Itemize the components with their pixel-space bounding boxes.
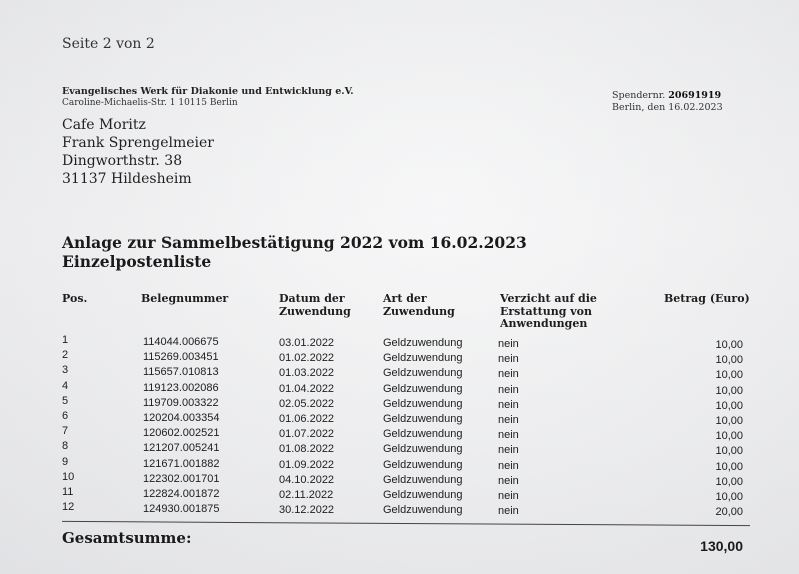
cell-verzicht: nein — [498, 505, 519, 518]
cell-pos: 8 — [62, 440, 69, 453]
cell-datum: 01.08.2022 — [279, 443, 335, 456]
cell-verzicht: nein — [498, 383, 519, 396]
cell-datum: 01.03.2022 — [279, 367, 335, 380]
header-verzicht-line: Erstattung von — [500, 304, 592, 318]
cell-datum: 01.07.2022 — [279, 428, 335, 441]
header-datum-line: Datum der — [279, 292, 345, 305]
donor-number: 20691919 — [668, 90, 722, 101]
table-row — [0, 486, 799, 501]
header-art — [383, 293, 455, 318]
cell-betrag: 10,00 — [715, 399, 743, 412]
table-row — [0, 349, 799, 367]
cell-verzicht: nein — [498, 489, 519, 502]
cell-verzicht: nein — [498, 398, 519, 411]
header-art-line: Art der — [383, 292, 427, 305]
recipient-line: Cafe Moritz — [62, 117, 146, 133]
cell-art: Geldzuwendung — [383, 473, 463, 486]
cell-pos: 10 — [62, 470, 75, 483]
cell-art: Geldzuwendung — [383, 382, 463, 395]
cell-verzicht: nein — [498, 459, 519, 472]
recipient-address — [62, 116, 214, 188]
cell-belegnummer: 121671.001882 — [143, 457, 220, 470]
cell-datum: 03.01.2022 — [279, 337, 335, 349]
table-row — [0, 334, 799, 349]
cell-betrag: 20,00 — [715, 506, 743, 519]
cell-datum: 01.02.2022 — [279, 352, 335, 365]
cell-pos: 4 — [62, 379, 69, 392]
cell-pos: 9 — [62, 455, 69, 468]
cell-art: Geldzuwendung — [383, 458, 463, 471]
donor-number-label: Spendernr. — [612, 90, 666, 101]
table-row — [0, 471, 799, 486]
total-value: 130,00 — [700, 538, 743, 554]
cell-belegnummer: 120204.003354 — [143, 411, 220, 424]
cell-datum: 01.09.2022 — [279, 458, 335, 471]
cell-belegnummer: 122824.001872 — [143, 487, 220, 500]
document-meta — [612, 90, 723, 114]
recipient-line: Frank Sprengelmeier — [62, 135, 214, 151]
total-divider — [62, 521, 750, 526]
header-verzicht-line: Verzicht auf die — [500, 292, 597, 305]
table-row — [0, 364, 799, 382]
cell-pos: 5 — [62, 394, 69, 407]
header-betrag: Betrag (Euro) — [664, 292, 750, 305]
cell-belegnummer: 124930.001875 — [143, 503, 220, 516]
place-date: Berlin, den 16.02.2023 — [612, 102, 723, 113]
cell-betrag: 10,00 — [715, 460, 743, 473]
cell-betrag: 10,00 — [715, 369, 743, 382]
document-title — [62, 233, 527, 271]
cell-art: Geldzuwendung — [383, 428, 463, 441]
cell-art: Geldzuwendung — [383, 337, 463, 349]
cell-belegnummer: 121207.005241 — [143, 442, 220, 455]
cell-verzicht: nein — [498, 413, 519, 426]
cell-verzicht: nein — [498, 429, 519, 442]
cell-art: Geldzuwendung — [383, 504, 463, 517]
cell-datum: 04.10.2022 — [279, 473, 335, 486]
header-belegnummer: Belegnummer — [141, 292, 229, 305]
cell-belegnummer: 119123.002086 — [143, 381, 219, 394]
cell-belegnummer: 119709.003322 — [143, 396, 219, 409]
cell-betrag: 10,00 — [715, 490, 743, 503]
cell-betrag: 10,00 — [715, 445, 743, 458]
table-row — [0, 501, 799, 519]
cell-betrag: 10,00 — [715, 414, 743, 427]
table-row — [0, 395, 799, 410]
cell-art: Geldzuwendung — [383, 397, 463, 410]
cell-betrag: 10,00 — [715, 354, 743, 367]
cell-art: Geldzuwendung — [383, 443, 463, 456]
cell-betrag: 10,00 — [715, 475, 743, 488]
cell-pos: 7 — [62, 425, 69, 438]
subtitle-line: Einzelpostenliste — [62, 252, 212, 271]
header-verzicht-line: Anwendungen — [500, 317, 588, 330]
cell-datum: 02.11.2022 — [279, 488, 334, 501]
cell-betrag: 10,00 — [715, 384, 743, 397]
cell-pos: 6 — [62, 409, 69, 422]
header-datum — [279, 293, 351, 318]
sender-name: Evangelisches Werk für Diakonie und Entwicklung e.V. — [62, 86, 354, 97]
cell-belegnummer: 120602.002521 — [143, 427, 220, 440]
table-row — [0, 440, 799, 458]
cell-verzicht: nein — [498, 368, 519, 381]
cell-verzicht: nein — [498, 474, 519, 487]
cell-belegnummer: 115269.003451 — [143, 351, 219, 364]
cell-pos: 11 — [62, 485, 74, 498]
cell-betrag: 10,00 — [715, 339, 743, 351]
title-line: Anlage zur Sammelbestätigung 2022 vom 16.02.2023 — [62, 233, 527, 252]
cell-verzicht: nein — [498, 444, 519, 457]
page-number: Seite 2 von 2 — [62, 36, 155, 52]
header-pos: Pos. — [62, 292, 88, 305]
recipient-line: Dingworthstr. 38 — [62, 153, 183, 169]
cell-verzicht: nein — [498, 338, 519, 350]
cell-art: Geldzuwendung — [383, 412, 463, 425]
cell-pos: 1 — [62, 334, 69, 346]
recipient-line: 31137 Hildesheim — [62, 171, 192, 187]
total-label: Gesamtsumme: — [62, 529, 192, 547]
cell-art: Geldzuwendung — [383, 488, 463, 501]
cell-art: Geldzuwendung — [383, 367, 463, 380]
sender-address: Caroline-Michaelis-Str. 1 10115 Berlin — [62, 98, 238, 108]
header-art-line: Zuwendung — [383, 304, 455, 318]
cell-art: Geldzuwendung — [383, 352, 463, 365]
donor-number-line — [612, 90, 723, 102]
table-row — [0, 456, 799, 471]
cell-verzicht: nein — [498, 353, 519, 366]
header-verzicht — [500, 293, 610, 331]
cell-belegnummer: 122302.001701 — [143, 472, 220, 485]
cell-pos: 2 — [62, 349, 69, 362]
table-row — [0, 425, 799, 443]
cell-belegnummer: 114044.006675 — [143, 336, 219, 348]
table-row — [0, 410, 799, 425]
cell-pos: 12 — [62, 501, 75, 514]
cell-datum: 01.06.2022 — [279, 412, 335, 425]
cell-datum: 02.05.2022 — [279, 397, 335, 410]
cell-betrag: 10,00 — [715, 430, 743, 443]
table-row — [0, 380, 799, 395]
header-datum-line: Zuwendung — [279, 304, 351, 318]
cell-belegnummer: 115657.010813 — [143, 366, 219, 379]
table-body — [0, 334, 799, 519]
cell-datum: 01.04.2022 — [279, 382, 335, 395]
cell-pos: 3 — [62, 364, 69, 377]
cell-datum: 30.12.2022 — [279, 504, 335, 517]
